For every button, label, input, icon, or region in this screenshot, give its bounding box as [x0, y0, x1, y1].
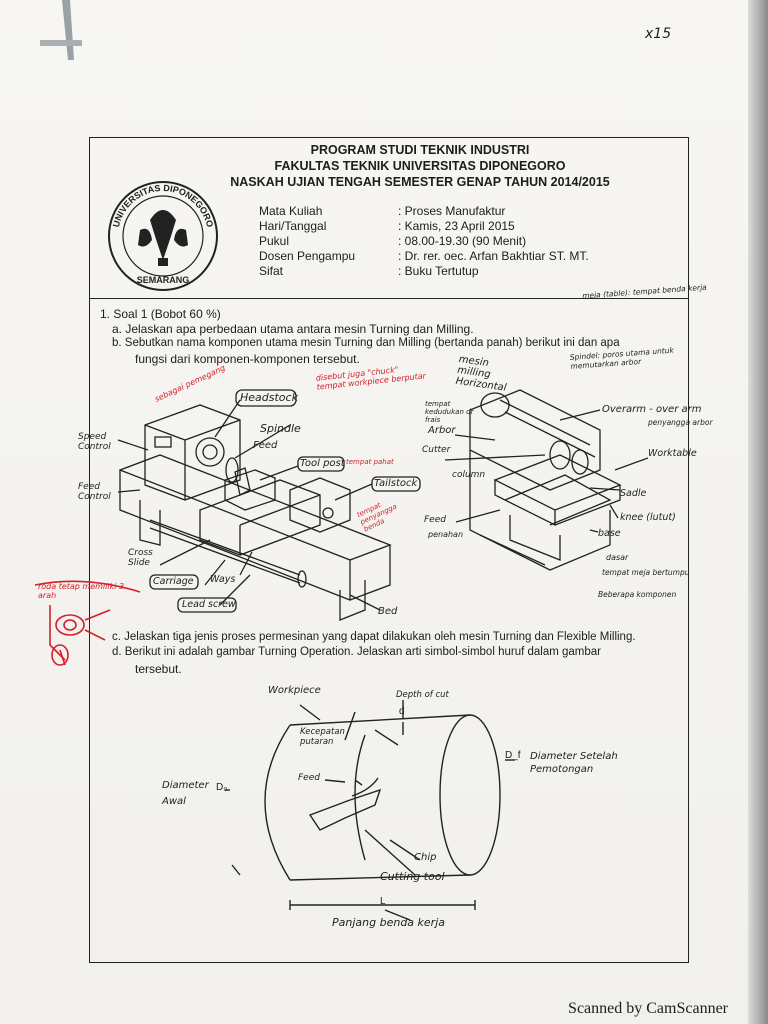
right-note-arbor-support: penyangga arbor — [648, 418, 713, 427]
turning-symbol-d0: D₀ — [216, 782, 228, 793]
question1-d-line2: tersebut. — [135, 662, 182, 676]
question1-c: c. Jelaskan tiga jenis proses permesinan yang dapat dilakukan oleh mesin Turning dan Flexible Milling. — [112, 631, 636, 643]
mill-label-feed-note: penahan — [428, 530, 464, 539]
info-label-date: Hari/Tanggal — [259, 219, 327, 233]
right-note-spindle: Spindel: poros utama untuk memutarkan arbor — [569, 345, 675, 371]
red-note-tailstock: tempat penyangga benda — [355, 501, 399, 534]
mill-title: mesin milling Horizontal — [454, 353, 508, 394]
lathe-label-tool-post: Tool post — [300, 458, 345, 469]
turning-label-chip: Chip — [414, 852, 437, 863]
lathe-label-speed-control: Speed Control — [78, 432, 111, 452]
header-line1: PROGRAM STUDI TEKNIK INDUSTRI — [310, 143, 530, 157]
info-value-nature: : Buku Tertutup — [398, 264, 479, 278]
question1-b-line1: b. Sebutkan nama komponen utama mesin Turning dan Milling (bertanda panah) berikut ini dan apa — [112, 337, 620, 349]
lathe-label-spindle: Spindle — [260, 422, 301, 435]
turning-label-depth: Depth of cut — [396, 690, 449, 700]
lathe-label-feed-control: Feed Control — [78, 482, 111, 502]
red-note-carriage: roda tetap memiliki 3 arah — [38, 582, 125, 600]
info-value-time: : 08.00-19.30 (90 Menit) — [398, 234, 527, 248]
info-value-date: : Kamis, 23 April 2015 — [398, 219, 515, 233]
right-note-cutter-place: tempat kedudukan dr frais — [425, 400, 474, 424]
right-note-table: meja (table): tempat benda kerja — [581, 282, 708, 301]
info-label-course: Mata Kuliah — [259, 204, 323, 218]
right-note-components: Beberapa komponen — [598, 590, 677, 599]
question1-b-line2: fungsi dari komponen-komponen tersebut. — [135, 352, 360, 366]
turning-label-length: Panjang benda kerja — [332, 916, 445, 929]
mill-label-feed: Feed — [424, 515, 446, 525]
red-note-headstock: sebagai pemegang — [153, 363, 227, 404]
mill-label-column: column — [452, 470, 486, 480]
lathe-label-feed: Feed — [253, 440, 278, 451]
turning-label-feed: Feed — [298, 773, 320, 783]
mill-label-saddle: Sadle — [620, 488, 647, 499]
logo-top-text: UNIVERSITAS DIPONEGORO — [110, 182, 216, 229]
mill-label-cutter: Cutter — [422, 445, 451, 455]
turning-label-workpiece: Workpiece — [268, 685, 321, 696]
lathe-label-carriage: Carriage — [153, 576, 194, 587]
mill-label-knee: knee (lutut) — [620, 512, 676, 523]
mill-label-base-note: dasar — [606, 553, 629, 562]
lathe-label-bed: Bed — [378, 606, 398, 617]
question1-a: a. Jelaskan apa perbedaan utama antara mesin Turning dan Milling. — [112, 322, 474, 336]
turning-label-cutting-tool: Cutting tool — [380, 870, 445, 883]
header-line3: NASKAH UJIAN TENGAH SEMESTER GENAP TAHUN 2014/2015 — [230, 175, 610, 189]
info-value-course: : Proses Manufaktur — [398, 204, 506, 218]
info-label-lecturer: Dosen Pengampu — [259, 249, 356, 263]
mill-label-base: base — [598, 528, 621, 539]
question1-d-line1: d. Berikut ini adalah gambar Turning Operation. Jelaskan arti simbol-simbol huruf dalam gambar — [112, 646, 601, 658]
turning-label-diameter-after: Diameter Setelah Pemotongan — [530, 751, 618, 775]
turning-label-speed: Kecepatan putaran — [300, 727, 345, 747]
mill-label-worktable: Worktable — [648, 448, 697, 459]
turning-symbol-d: d — [399, 706, 405, 717]
mill-label-arbor: Arbor — [428, 425, 456, 436]
turning-symbol-l: L — [380, 896, 386, 907]
page-number: x15 — [645, 26, 672, 42]
header-line2: FAKULTAS TEKNIK UNIVERSITAS DIPONEGORO — [274, 159, 566, 173]
lathe-label-cross-slide: Cross Slide — [128, 548, 153, 568]
red-note-chuck: disebut juga "chuck" tempat workpiece berputar — [315, 365, 427, 392]
info-label-time: Pukul — [259, 234, 290, 248]
turning-label-diameter-start: Diameter Awal — [162, 780, 209, 807]
info-value-lecturer: : Dr. rer. oec. Arfan Bakhtiar ST. MT. — [398, 249, 589, 263]
red-note-tool-post: tempat pahat — [346, 458, 394, 466]
mill-label-overarm: Overarm - over arm — [602, 404, 702, 415]
question1-title: 1. Soal 1 (Bobot 60 %) — [100, 307, 221, 321]
lathe-label-tailstock: Tailstock — [374, 478, 418, 489]
right-note-table-support: tempat meja bertumpu — [602, 568, 690, 577]
info-label-nature: Sifat — [259, 264, 284, 278]
logo-bottom-text: SEMARANG — [136, 275, 190, 285]
lathe-label-ways: Ways — [210, 574, 236, 585]
lathe-label-headstock: Headstock — [240, 391, 298, 404]
lathe-label-lead-screw: Lead screw — [182, 599, 236, 610]
scanner-watermark: Scanned by CamScanner — [568, 1000, 728, 1017]
turning-symbol-df: D_f — [505, 750, 521, 761]
